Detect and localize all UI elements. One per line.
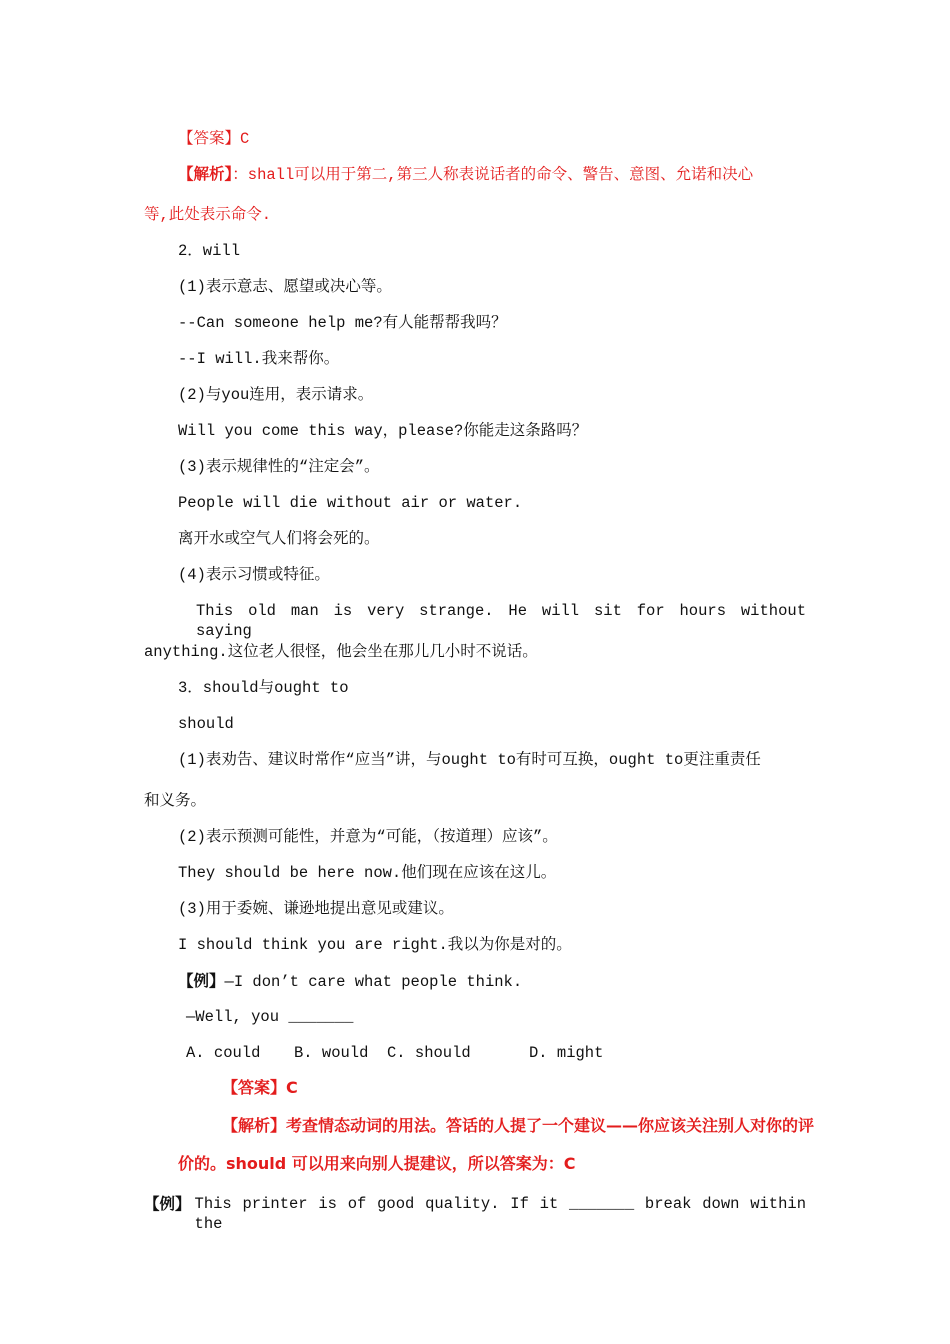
text-line: I should think you are right.我以为你是对的。 (178, 936, 572, 954)
text-line: (1)表劝告、建议时常作“应当”讲，与ought to有时可互换，ought to更注重责任 (178, 751, 761, 769)
answer-line-1 (178, 128, 249, 149)
text-line: 离开水或空气人们将会死的。 (178, 530, 380, 548)
example-line-2: —Well, you _______ (186, 1008, 354, 1026)
answer-text: 【答案】C (178, 130, 250, 148)
text-line: (3)表示规律性的“注定会”。 (178, 458, 380, 476)
text-line: --I will.我来帮你。 (178, 350, 340, 368)
analysis-label: 【解析】 (178, 164, 233, 183)
analysis-text: ：shall可以用于第二,第三人称表说话者的命令、警告、意图、允诺和决心 (232, 166, 754, 184)
analysis-line-3: 【解析】考查情态动词的用法。答话的人提了一个建议——你应该关注别人对你的评 (222, 1116, 815, 1135)
text-line: (1)表示意志、愿望或决心等。 (178, 278, 392, 296)
text-line: --Can someone help me?有人能帮帮我吗？ (178, 314, 507, 332)
example-label: 【例】 (178, 971, 225, 990)
text-line: anything.这位老人很怪，他会坐在那儿几小时不说话。 (144, 643, 538, 661)
text-line: (2)与you连用，表示请求。 (178, 386, 374, 404)
option-a: A. could (186, 1044, 261, 1062)
analysis-line-4: 价的。should 可以用来向别人提建议，所以答案为：C (178, 1154, 576, 1173)
section-heading-will: 2．will (178, 242, 241, 260)
text-line: (2)表示预测可能性，并意为“可能，（按道理）应该”。 (178, 828, 558, 846)
text-line: Will you come this way，please?你能走这条路吗？ (178, 422, 588, 440)
section-heading-should: 3．should与ought to (178, 679, 349, 697)
example-line-1 (178, 971, 522, 992)
option-d: D. might (529, 1044, 604, 1062)
option-b: B. would (294, 1044, 369, 1062)
example-label: 【例】 (144, 1194, 191, 1213)
example-text: This printer is of good quality. If it _______ break down within the (194, 1195, 806, 1233)
text-line: (3)用于委婉、谦逊地提出意见或建议。 (178, 900, 454, 918)
analysis-line-1 (178, 164, 753, 185)
example-text: —I don’t care what people think. (224, 973, 523, 991)
text-line: 和义务。 (144, 792, 207, 810)
option-c: C. should (387, 1044, 471, 1062)
analysis-line-2: 等,此处表示命令. (144, 206, 272, 224)
example-line-3 (144, 1194, 806, 1234)
text-line: They should be here now.他们现在应该在这儿。 (178, 864, 557, 882)
text-line-justified: This old man is very strange. He will sit for hours without saying (196, 602, 806, 640)
text-line: should (178, 715, 234, 733)
text-line: (4)表示习惯或特征。 (178, 566, 330, 584)
answer-line-2: 【答案】C (222, 1078, 298, 1097)
text-line: People will die without air or water. (178, 494, 523, 512)
